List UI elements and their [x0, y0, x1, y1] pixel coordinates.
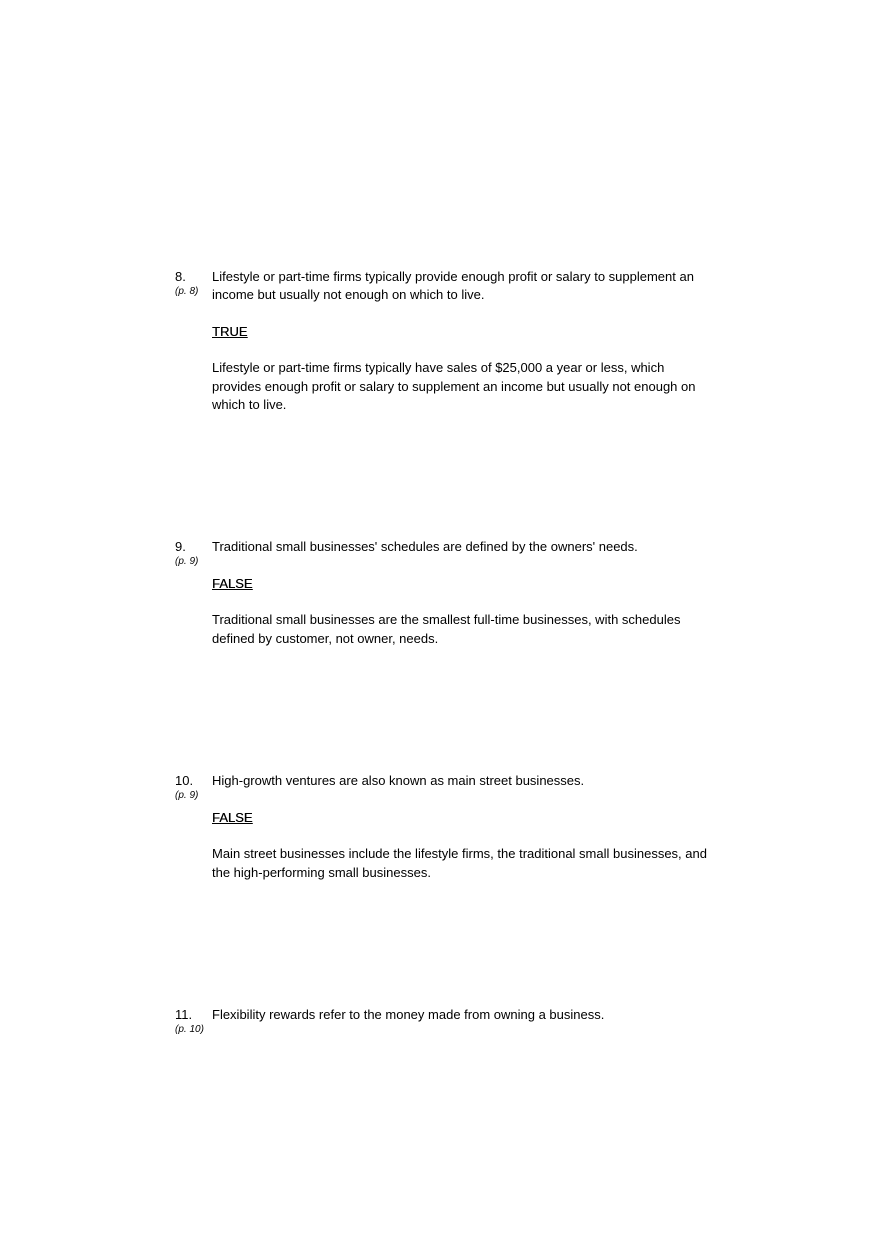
answer-explanation: Traditional small businesses are the smallest full-time businesses, with schedules defined by customer, not owner, needs.	[212, 612, 681, 646]
page-reference: (p. 8)	[175, 286, 199, 297]
answer-explanation: Main street businesses include the lifestyle firms, the traditional small businesses, and the high-performing small businesses.	[212, 846, 707, 880]
answer-label: FALSE	[212, 810, 253, 825]
question-number: 11.	[175, 1007, 193, 1022]
page-reference: (p. 9)	[175, 556, 199, 567]
question-text: Lifestyle or part-time firms typically provide enough profit or salary to supplement an income but usually not enough on which to live.	[212, 269, 694, 302]
question-number: 8.	[175, 269, 186, 284]
question-number: 10.	[175, 773, 194, 788]
question-text: High-growth ventures are also known as main street businesses.	[212, 773, 585, 788]
answer-explanation: Lifestyle or part-time firms typically have sales of $25,000 a year or less, which provides enough profit or salary to supplement an income but usually not enough on which to live.	[212, 360, 696, 412]
page-reference: (p. 9)	[175, 790, 199, 801]
answer-label: TRUE	[212, 324, 248, 339]
question-number: 9.	[175, 539, 186, 554]
question-text: Flexibility rewards refer to the money made from owning a business.	[212, 1007, 605, 1022]
answer-label: FALSE	[212, 576, 253, 591]
question-text: Traditional small businesses' schedules are defined by the owners' needs.	[212, 539, 638, 554]
page-reference: (p. 10)	[175, 1024, 204, 1035]
